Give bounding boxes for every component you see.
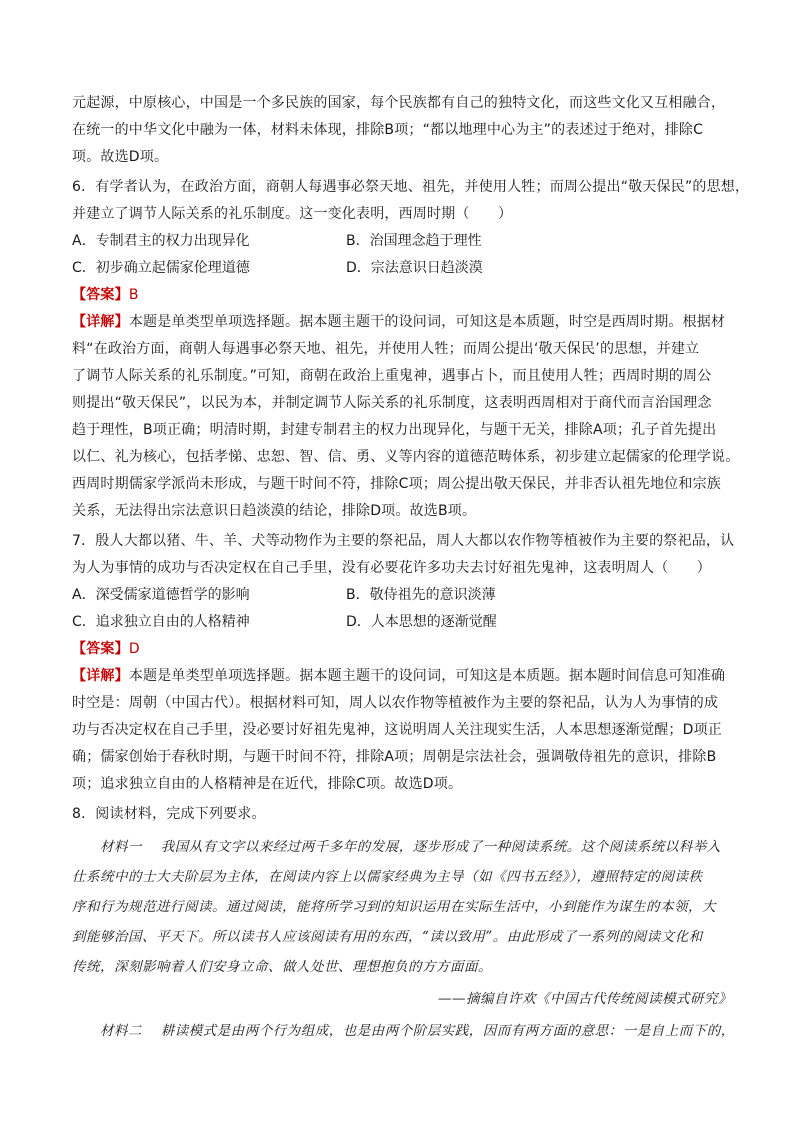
q7-stem-line-2: 为人为事情的成功与否决定权在自己手里，没有必要花许多功夫去讨好祖先鬼神，这表明周人（ ） [72,560,711,576]
q7-detail-line-1 [72,665,732,687]
q8-material1-line-3: 序和行为规范进行阅读。通过阅读，能将所学习到的知识运用在实际生活中，小到能作为谋生的本领，大 [72,899,716,915]
q6-detail-line-6: 以仁、礼为核心，包括孝悌、忠恕、智、信、勇、义等内容的道德范畴体系，初步建立起儒家的伦理学说。 [72,449,740,465]
q6-option-c: C．初步确立起儒家伦理道德 [72,260,250,276]
detail-tag: 【详解】 [72,314,129,330]
intro-line-3: 项。故选D项。 [72,149,169,165]
detail-tag: 【详解】 [72,668,129,684]
q7-detail-line-2: 时空是：周朝（中国古代）。根据材料可知，周人以农作物等植被作为主要的祭祀品，认为人为事情的成 [72,695,719,711]
q6-option-d: D．宗法意识日趋淡漠 [346,260,483,276]
answer-tag: 【答案】 [72,287,129,303]
q6-stem-line-2: 并建立了调节人际关系的礼乐制度。这一变化表明，西周时期（ ） [72,206,513,222]
q8-material1-line-1: 材料一 我国从有文字以来经过两千多年的发展，逐步形成了一种阅读系统。这个阅读系统以科举入 [100,839,721,855]
q8-stem: 8．阅读材料，完成下列要求。 [72,806,266,822]
q8-material1-source: ——摘编自许欢《中国古代传统阅读模式研究》 [438,991,732,1007]
q6-detail-line-5: 趋于理性，B项正确；明清时期，封建专制君主的权力出现异化，与题干无关，排除A项；孔子首先提出 [72,422,717,438]
q6-option-a: A．专制君主的权力出现异化 [72,233,250,249]
q7-detail-line-5: 项；追求独立自由的人格精神是在近代，排除C项。故选D项。 [72,776,463,792]
q6-detail-line-4: 则提出“敬天保民”，以民为本，并制定调节人际关系的礼乐制度，这表明西周相对于商代而言治国理念 [72,395,712,411]
q8-material1-line-4: 到能够治国、平天下。所以读书人应该阅读有用的东西，“读以致用”。由此形成了一系列的阅读文化和 [72,929,703,945]
q7-option-d: D．人本思想的逐渐觉醒 [346,614,497,630]
detail-text: 本题是单类型单项选择题。据本题主题干的设问词，可知这是本质题。据本题时间信息可知准确 [128,668,726,684]
q7-option-c: C．追求独立自由的人格精神 [72,614,250,630]
answer-value: D [128,641,140,657]
intro-line-1: 元起源，中原核心，中国是一个多民族的国家，每个民族都有自己的独特文化，而这些文化又互相融合， [72,95,726,111]
q7-detail-line-4: 确；儒家创始于春秋时期，与题干时间不符，排除A项；周朝是宗法社会，强调敬侍祖先的意识，排除B [72,749,717,765]
q8-material1-line-2: 仕系统中的士大夫阶层为主体，在阅读内容上以儒家经典为主导（如《四书五经》），遵照特定的阅读秩 [72,869,703,885]
answer-value: B [128,287,139,303]
q6-stem-line-1: 6．有学者认为，在政治方面，商朝人每遇事必祭天地、祖先，并使用人牲；而周公提出“敬天保民”的思想， [72,179,750,195]
q7-option-a: A．深受儒家道德哲学的影响 [72,587,250,603]
q6-detail-line-1 [72,311,732,333]
q7-option-b: B．敬侍祖先的意识淡薄 [346,587,496,603]
q8-material2-line-1: 材料二 耕读模式是由两个行为组成，也是由两个阶层实践，因而有两方面的意思：一是自上而下的， [100,1023,735,1039]
q7-answer [72,638,732,660]
q6-answer [72,284,732,306]
q7-detail-line-3: 功与否决定权在自己手里，没必要讨好祖先鬼神，这说明周人关注现实生活，人本思想逐渐觉醒；D项正 [72,722,722,738]
q6-detail-line-3: 了调节人际关系的礼乐制度。”可知，商朝在政治上重鬼神，遇事占卜，而且使用人牲；西周时期的周公 [72,368,712,384]
q6-detail-line-7: 西周时期儒家学派尚未形成，与题干时间不符，排除C项；周公提出敬天保民，并非否认祖先地位和宗族 [72,476,721,492]
q6-detail-line-8: 关系，无法得出宗法意识日趋淡漠的结论，排除D项。故选B项。 [72,503,477,519]
q7-stem-line-1: 7．殷人大都以猪、牛、羊、犬等动物作为主要的祭祀品，周人大都以农作物等植被作为主要的祭祀品，认 [72,533,735,549]
q8-material1-line-5: 传统，深刻影响着人们安身立命、做人处世、理想抱负的方方面面。 [72,959,492,975]
answer-tag: 【答案】 [72,641,129,657]
q6-detail-line-2: 料“在政治方面，商朝人每遇事必祭天地、祖先，并使用人牲；而周公提出‘敬天保民’的思想，并建立 [72,341,700,357]
intro-line-2: 在统一的中华文化中融为一体，材料未体现，排除B项；“都以地理中心为主”的表述过于绝对，排除C [72,122,704,138]
q6-option-b: B．治国理念趋于理性 [346,233,482,249]
detail-text: 本题是单类型单项选择题。据本题主题干的设问词，可知这是本质题，时空是西周时期。根据材 [128,314,726,330]
